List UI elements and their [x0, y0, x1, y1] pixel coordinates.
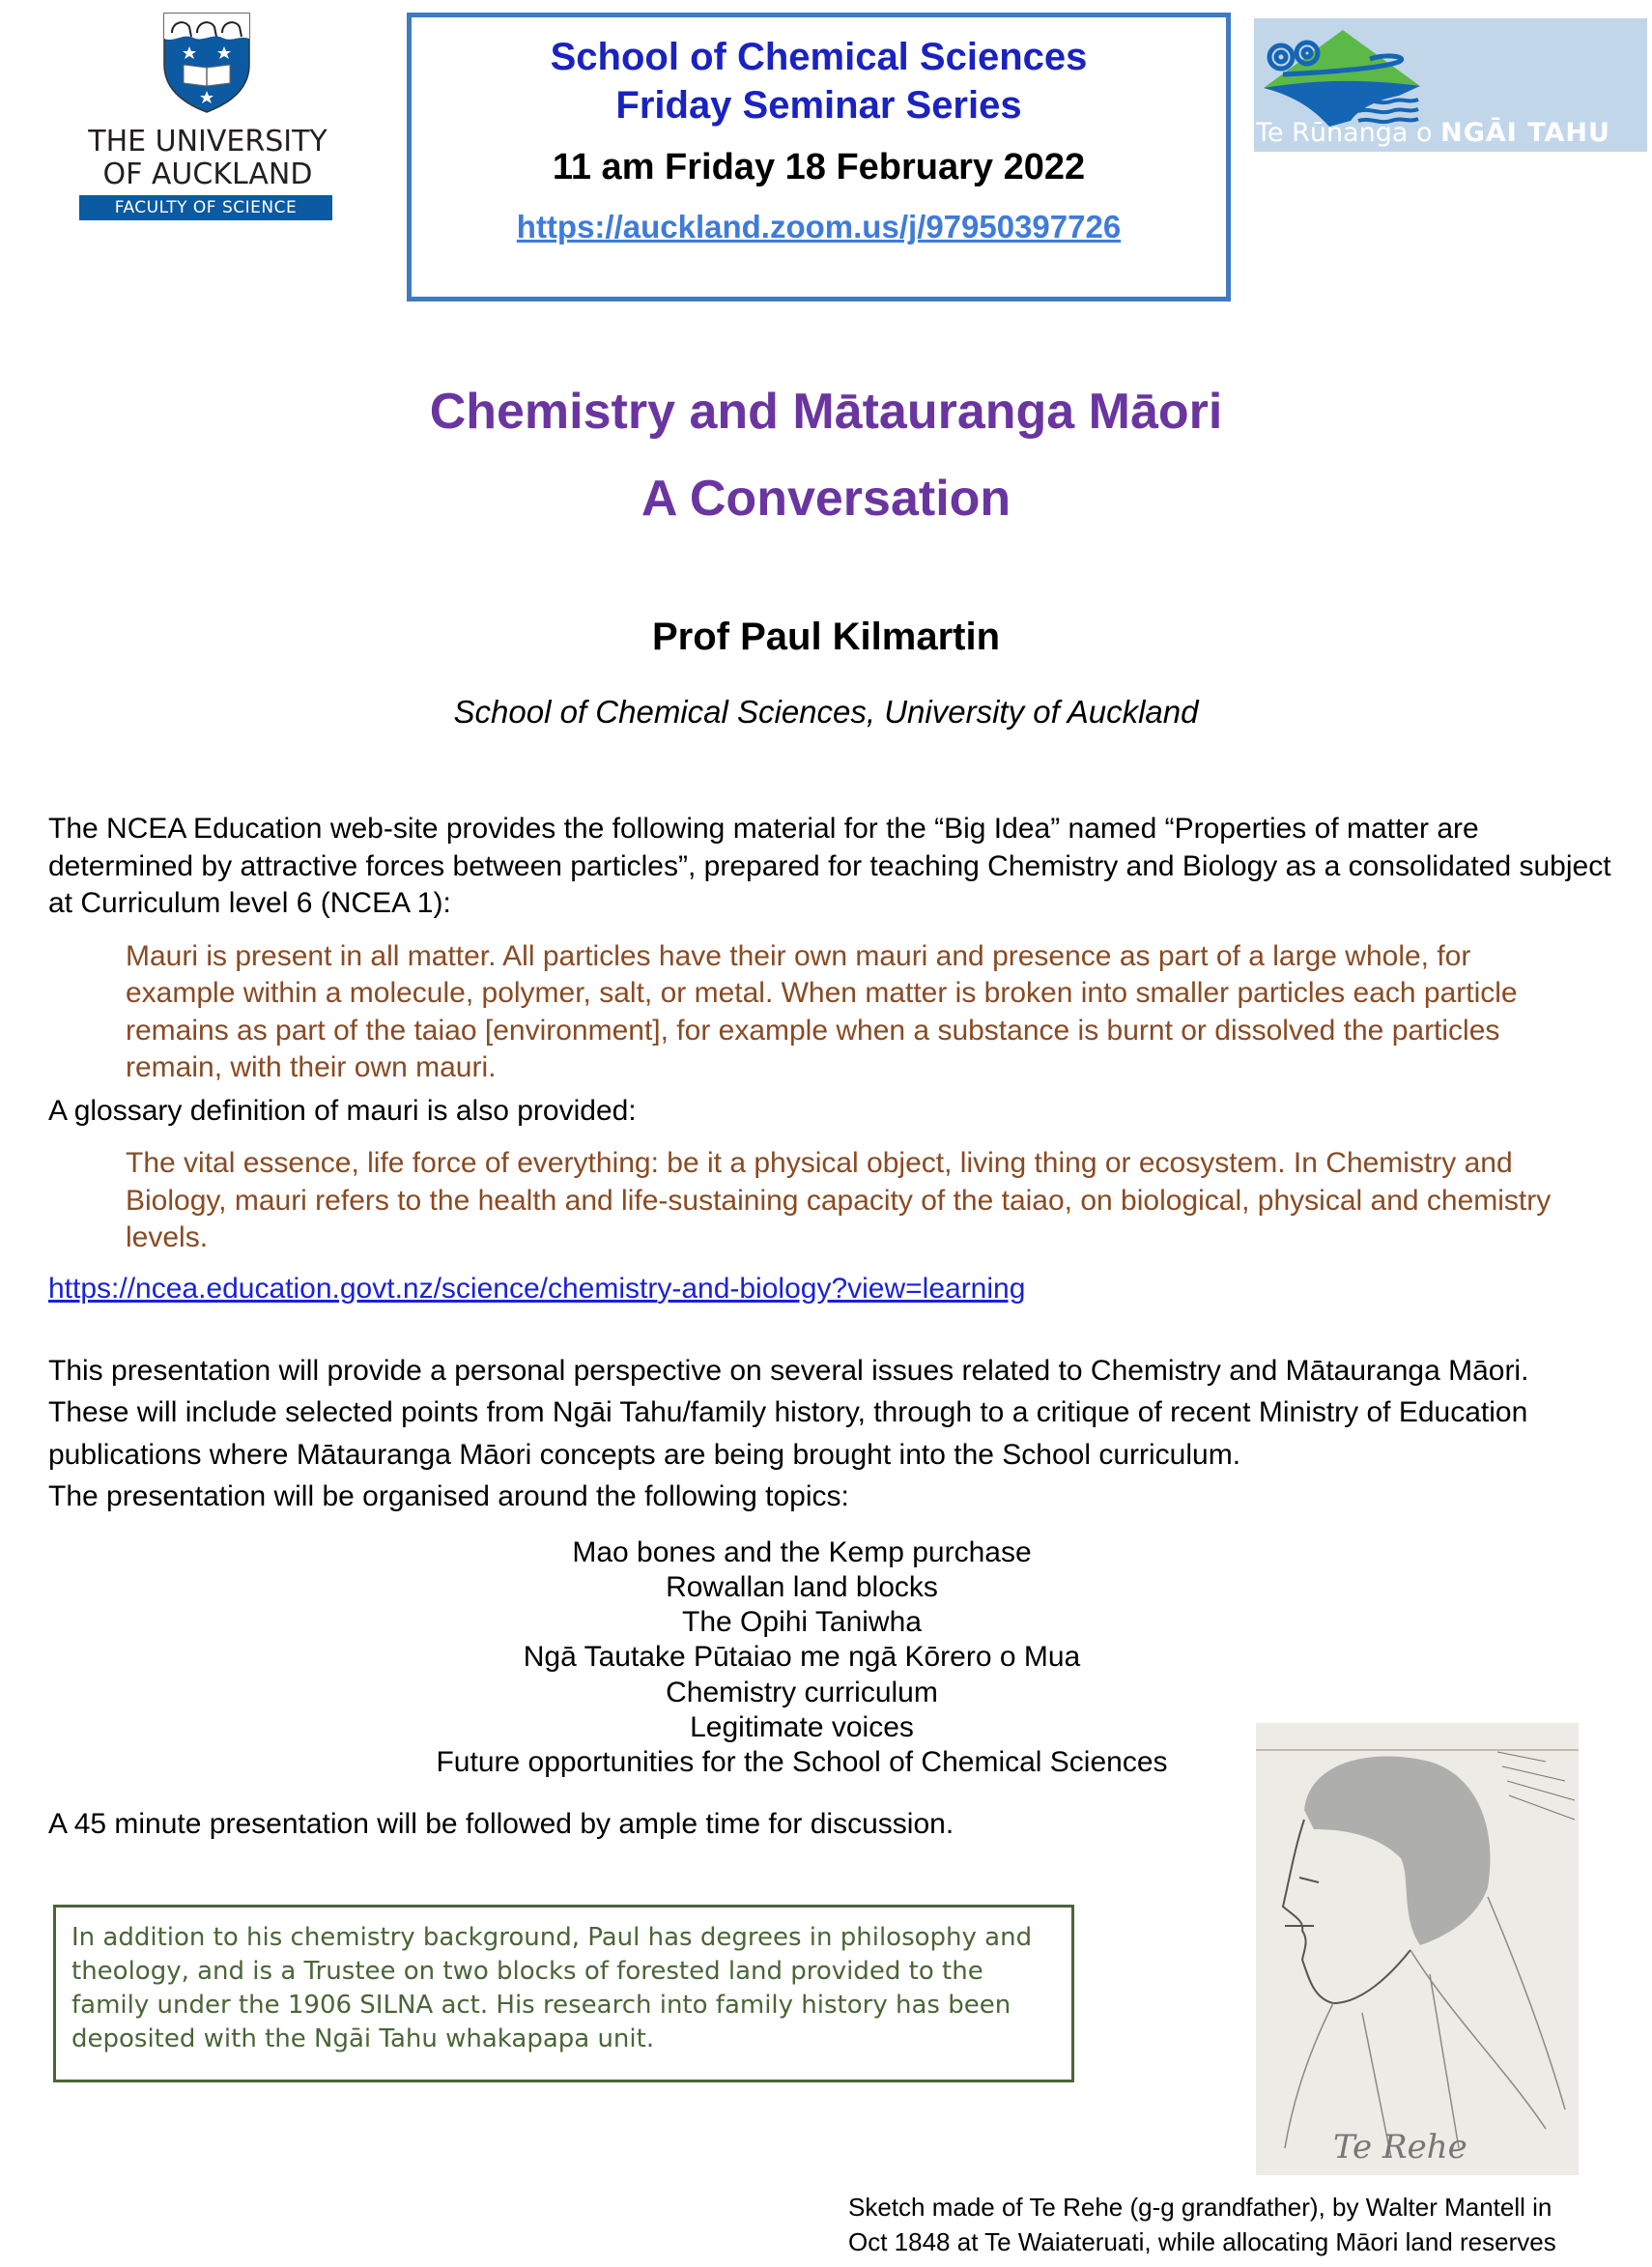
presentation-description: [48, 1350, 1613, 1518]
topic-item: Rowallan land blocks: [666, 1570, 938, 1603]
topics-intro: The presentation will be organised around the following topics:: [48, 1480, 849, 1512]
speaker-affiliation: School of Chemical Sciences, University of Auckland: [453, 694, 1199, 730]
university-name-line2: OF AUCKLAND: [102, 158, 313, 191]
seminar-title-line1: Chemistry and Mātauranga Māori: [429, 384, 1223, 440]
zoom-meeting-link[interactable]: https://auckland.zoom.us/j/97950397726: [516, 209, 1122, 244]
university-name-line1: THE UNIVERSITY: [88, 125, 328, 158]
topic-item: Ngā Tautake Pūtaiao me ngā Kōrero o Mua: [523, 1641, 1081, 1674]
sketch-caption: [848, 2190, 1650, 2259]
te-rehe-sketch-image: [1256, 1723, 1579, 2175]
caption-line1: Sketch made of Te Rehe (g-g grandfather), by Walter Mantell in: [848, 2193, 1552, 2222]
sketch-signature: Te Rehe: [1333, 2128, 1467, 2167]
school-name: School of Chemical Sciences: [550, 36, 1088, 78]
topic-item: Future opportunities for the School of Chemical Sciences: [436, 1746, 1168, 1779]
seminar-title-line2: A Conversation: [641, 471, 1011, 527]
seminar-datetime: 11 am Friday 18 February 2022: [552, 147, 1086, 187]
seminar-series: Friday Seminar Series: [615, 84, 1022, 127]
runanga-name: NGĀI TAHU: [1440, 118, 1610, 148]
caption-line2: Oct 1848 at Te Waiateruati, while allocating Māori land reserves: [848, 2227, 1556, 2256]
topic-item: Legitimate voices: [690, 1710, 914, 1743]
glossary-intro: A glossary definition of mauri is also provided:: [48, 1094, 637, 1127]
faculty-banner: FACULTY OF SCIENCE: [79, 195, 332, 220]
glossary-quote: The vital essence, life force of everything: be it a physical object, living thing or ecosystem. In Chemistry and Biology, mauri refers to the health and life-sustaining capacity of the taiao, on biological, physical and chemistry levels.: [126, 1147, 1552, 1253]
intro-paragraph: The NCEA Education web-site provides the following material for the “Big Idea” named “Properties of matter are determined by attractive forces between particles”, prepared for teaching Chemistry and Biology as a consolidated subject at Curriculum level 6 (NCEA 1):: [48, 813, 1611, 919]
topic-item: Chemistry curriculum: [666, 1676, 938, 1708]
mauri-quote: Mauri is present in all matter. All particles have their own mauri and presence as part of a large whole, for example within a molecule, polymer, salt, or metal. When matter is broken into smaller particles each particle remains as part of the taiao [environment], for example when a substance is burnt or dissolved the particles remain, with their own mauri.: [126, 939, 1518, 1083]
runanga-prefix: Te Rūnanga o: [1256, 118, 1441, 148]
speaker-bio-box: In addition to his chemistry background, Paul has degrees in philosophy and theology, and is a Trustee on two blocks of forested land provided to the family under the 1906 SILNA act. His research into family history has been deposited with the Ngāi Tahu whakapapa unit.: [53, 1905, 1074, 2082]
topic-item: The Opihi Taniwha: [682, 1606, 922, 1639]
speaker-name: Prof Paul Kilmartin: [651, 616, 1001, 658]
duration-note: A 45 minute presentation will be followed by ample time for discussion.: [48, 1807, 954, 1840]
presentation-overview: This presentation will provide a personal perspective on several issues related to Chemistry and Mātauranga Māori. These will include selected points from Ngāi Tahu/family history, through to a critique of recent Ministry of Education publications where Mātauranga Māori concepts are being brought into the School curriculum.: [48, 1354, 1529, 1471]
topic-item: Mao bones and the Kemp purchase: [572, 1535, 1032, 1568]
ncea-link[interactable]: https://ncea.education.govt.nz/science/chemistry-and-biology?view=learning: [48, 1272, 1026, 1305]
portrait-sketch-icon: [1256, 1723, 1579, 2175]
